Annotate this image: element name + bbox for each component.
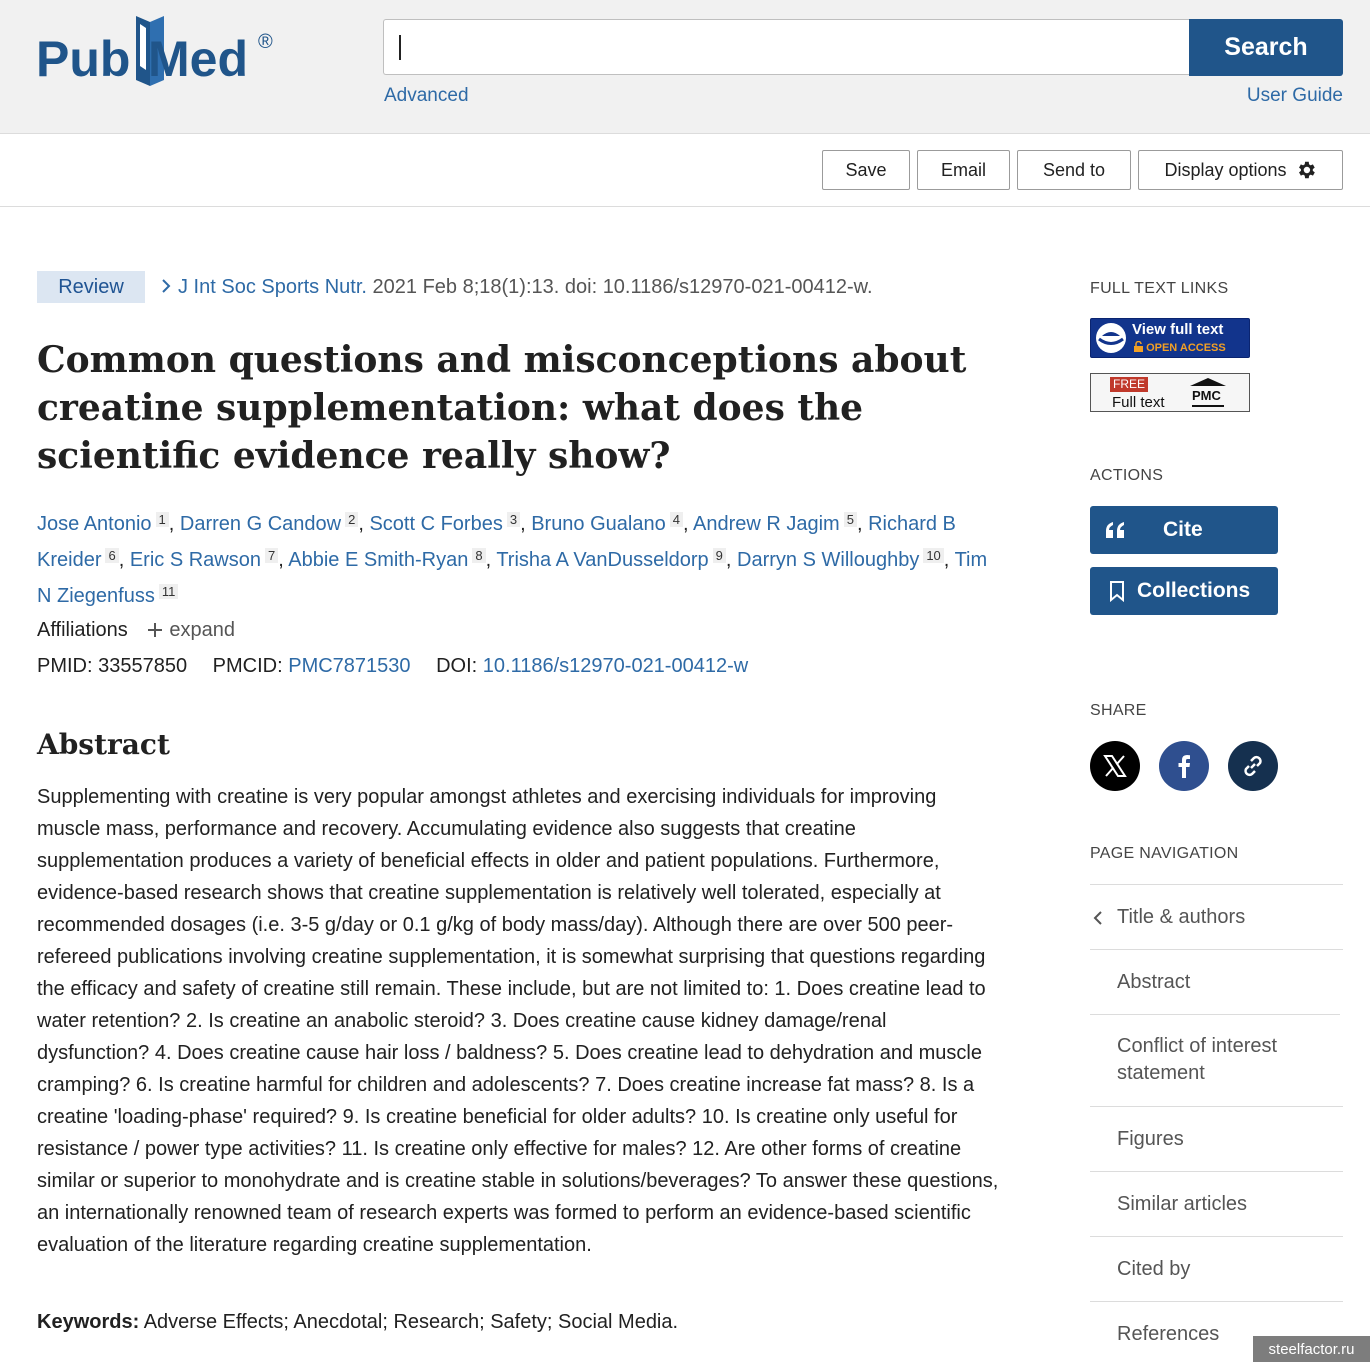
free-tag: FREE [1110,377,1148,392]
affiliation-number[interactable]: 8 [472,548,485,563]
plus-icon [147,622,163,638]
keywords-list: Adverse Effects; Anecdotal; Research; Safety; Social Media. [143,1311,679,1333]
pmc-full-text-button[interactable] [1090,373,1250,412]
page-navigation-heading: PAGE NAVIGATION [1090,845,1239,862]
quote-icon [1105,521,1127,539]
affiliation-number[interactable]: 1 [156,512,169,527]
cite-label: Cite [1163,518,1203,541]
save-label: Save [845,159,887,180]
send-to-label: Send to [1042,159,1106,180]
collections-button[interactable] [1090,567,1278,615]
facebook-icon [1177,754,1191,778]
share-heading: SHARE [1090,702,1147,719]
view-full-text-button[interactable] [1090,318,1250,358]
nav-item-label: Figures [1117,1128,1184,1150]
article-title: Common questions and misconceptions about creatine supplementation: what does the scientific evidence really show? [37,339,967,477]
author-link[interactable]: Darryn S Willoughby [737,549,920,571]
nav-item-label: Conflict of interest statement [1117,1035,1278,1084]
publication-type-badge: Review [37,271,145,303]
search-input[interactable] [383,19,1189,75]
display-options-label: Display options [1164,159,1287,180]
abstract-heading: Abstract [37,728,170,761]
affiliation-number[interactable]: 7 [265,548,278,563]
abstract-text: Supplementing with creatine is very popular amongst athletes and exercising individuals for improving muscle mass, performance and recovery. Accumulating evidence also suggests that creatine supplementation produces a variety of beneficial effects in older and patient populations. Furthermore, evidence-based research shows that creatine supplementation is relatively well tolerated, especially at recommended dosages (i.e. 3-5 g/day or 0.1 g/kg of body mass/day). Although there are over 500 peer-refereed publications involving creatine supplementation, it is somewhat surprising that questions regarding the efficacy and safety of creatine still remain. These include, but are not limited to: 1. Does creatine lead to water retention? 2. Is creatine an anabolic steroid? 3. Does creatine cause kidney damage/renal dysfunction? 4. Does creatine cause hair loss / baldness? 5. Does creatine lead to dehydration and muscle cramping? 6. Is creatine harmful for children and adolescents? 7. Does creatine increase fat mass? 8. Is a creatine 'loading-phase' required? 9. Is creatine beneficial for older adults? 10. Is creatine only useful for resistance / power type activities? 11. Is creatine only effective for males? 12. Are other forms of creatine similar or superior to monohydrate and is creatine stable in solutions/beverages? To answer these questions, an internationally renowned team of research experts was formed to perform an evidence-based scientific evaluation of the literature regarding creatine supplementation. [37,786,999,1256]
text-caret [399,35,401,60]
affiliation-number[interactable]: 2 [345,512,358,527]
author-link[interactable]: Scott C Forbes [369,513,503,535]
author-link[interactable]: Bruno Gualano [531,513,666,535]
affiliations-label: Affiliations [37,619,128,641]
keywords-row [37,1311,678,1334]
pmc-tag: PMC [1192,388,1221,403]
nav-item-title-authors[interactable] [1090,884,1343,949]
open-access-label [1134,341,1226,354]
nav-item-cited-by[interactable] [1090,1236,1343,1301]
expand-label: expand [169,619,235,641]
full-text-tag: Full text [1112,394,1165,411]
author-link[interactable]: Andrew R Jagim [692,513,840,535]
unlock-icon [1134,341,1143,352]
affiliation-number[interactable]: 11 [159,584,179,599]
gear-icon [1295,159,1317,181]
send-to-button[interactable] [1017,150,1131,190]
x-icon [1103,754,1127,778]
nav-item-abstract[interactable] [1090,949,1343,1014]
affiliation-number[interactable]: 6 [105,548,118,563]
nav-item-similar-articles[interactable] [1090,1171,1343,1236]
logo-text-med: Med [148,31,248,87]
nav-item-conflict-of-interest[interactable] [1090,1014,1340,1106]
chevron-left-icon [1093,910,1103,926]
citation-details: 2021 Feb 8;18(1):13. doi: 10.1186/s12970-021-00412-w. [372,276,873,298]
watermark: steelfactor.ru [1253,1336,1370,1362]
doi-label: DOI: [436,655,478,677]
affiliation-number[interactable]: 10 [923,548,943,563]
save-button[interactable] [822,150,910,190]
author-link[interactable]: Richard B Kreider [37,513,956,571]
link-icon [1240,753,1266,779]
user-guide-link[interactable]: User Guide [1246,85,1343,106]
bookmark-icon [1109,580,1125,602]
expand-affiliations-toggle[interactable] [147,619,235,641]
keywords-label: Keywords: [37,1311,140,1333]
author-link[interactable]: Tim N Ziegenfuss [37,549,988,607]
logo-registered-mark: ® [258,31,273,53]
cite-button[interactable] [1090,506,1278,554]
pmid-label: PMID: [37,655,93,677]
affiliation-number[interactable]: 3 [507,512,520,527]
nav-item-label: Cited by [1117,1258,1191,1280]
citation-line [160,276,873,299]
share-link-button[interactable] [1228,741,1278,791]
pmid-value: 33557850 [98,655,188,677]
identifiers-row [37,655,748,678]
journal-link[interactable]: J Int Soc Sports Nutr. [178,276,367,298]
nav-item-figures[interactable] [1090,1106,1343,1171]
publisher-logo-icon [1093,320,1129,356]
affiliation-number[interactable]: 5 [844,512,857,527]
share-x-button[interactable] [1090,741,1140,791]
collections-label: Collections [1137,579,1251,602]
author-link[interactable]: Abbie E Smith-Ryan [288,549,469,571]
nav-item-label: Abstract [1117,971,1191,993]
search-button[interactable]: Search [1189,19,1343,76]
author-link[interactable]: Jose Antonio [37,513,152,535]
nav-item-label: Title & authors [1117,906,1246,928]
doi-link[interactable]: 10.1186/s12970-021-00412-w [482,655,749,677]
pmcid-link[interactable]: PMC7871530 [288,655,411,677]
affiliation-number[interactable]: 9 [713,548,726,563]
affiliations-row [37,619,235,642]
affiliation-number[interactable]: 4 [670,512,683,527]
page-navigation-list [1090,884,1343,1363]
site-header [0,0,1370,134]
actions-heading: ACTIONS [1090,467,1164,484]
author-link[interactable]: Trisha A VanDusseldorp [496,549,709,571]
full-text-links-heading: FULL TEXT LINKS [1090,280,1229,297]
nav-item-label: References [1117,1323,1220,1345]
full-text-badge-line1: View full text [1132,321,1224,338]
nav-item-label: Similar articles [1117,1193,1248,1215]
author-link[interactable]: Eric S Rawson [129,549,261,571]
logo-text-pub: Pub [36,31,131,87]
advanced-search-link[interactable]: Advanced [384,85,469,106]
share-facebook-button[interactable] [1159,741,1209,791]
pmcid-label: PMCID: [212,655,283,677]
actions-toolbar [0,134,1370,207]
email-label: Email [940,159,986,180]
pubmed-logo[interactable] [36,14,286,96]
display-options-button[interactable] [1138,150,1343,190]
email-button[interactable] [917,150,1010,190]
chevron-right-icon [160,278,172,294]
author-link[interactable]: Darren G Candow [179,513,342,535]
authors-list: Jose Antonio $^1$ , Darren G Candow $^2$ , Scott C Forbes $^3$ , Bruno Gualano $^4$ , Andrew R Jagim $^5$ , Richard B Kreider $^6$ , Eric S Rawson $^7$ , Abbie E Smith-Ryan $^8$ , Trisha A VanDusseldorp $^9$ , Darryn S Willoughby $^{10}$ , Tim N Ziegenfuss $^{11}$ [37,512,988,607]
open-access-text: OPEN ACCESS [1146,342,1226,354]
